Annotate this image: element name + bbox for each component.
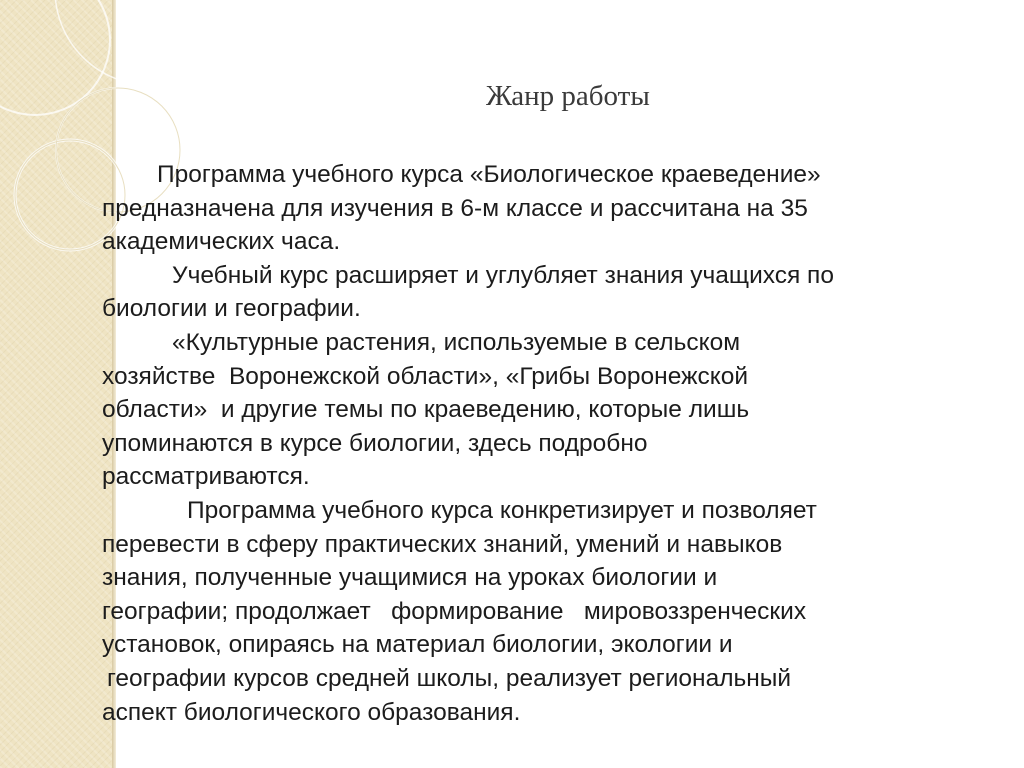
text-line: перевести в сферу практических знаний, умений и навыков bbox=[102, 531, 783, 558]
text-line: рассматриваются. bbox=[102, 463, 310, 490]
text-line: области» и другие темы по краеведению, которые лишь bbox=[102, 396, 750, 423]
text-line: хозяйстве Воронежской области», «Грибы Воронежской bbox=[102, 363, 749, 390]
text-line: знания, полученные учащимися на уроках биологии и bbox=[102, 564, 718, 591]
text-line: «Культурные растения, используемые в сельском bbox=[172, 329, 741, 356]
text-line: академических часа. bbox=[102, 228, 341, 255]
text-line: географии курсов средней школы, реализует региональный bbox=[107, 665, 792, 692]
text-line: географии; продолжает формирование мировоззренческих bbox=[102, 598, 807, 625]
text-line: аспект биологического образования. bbox=[102, 699, 521, 726]
text-line: предназначена для изучения в 6-м классе и рассчитана на 35 bbox=[102, 195, 808, 222]
text-line: упоминаются в курсе биологии, здесь подробно bbox=[102, 430, 648, 457]
text-line: Учебный курс расширяет и углубляет знания учащихся по bbox=[172, 262, 834, 289]
slide-title: Жанр работы bbox=[486, 80, 650, 112]
text-line: Программа учебного курса «Биологическое краеведение» bbox=[157, 161, 821, 188]
text-line: биологии и географии. bbox=[102, 295, 361, 322]
text-line: установок, опираясь на материал биологии, экологии и bbox=[102, 631, 733, 658]
text-line: Программа учебного курса конкретизирует и позволяет bbox=[187, 497, 817, 524]
